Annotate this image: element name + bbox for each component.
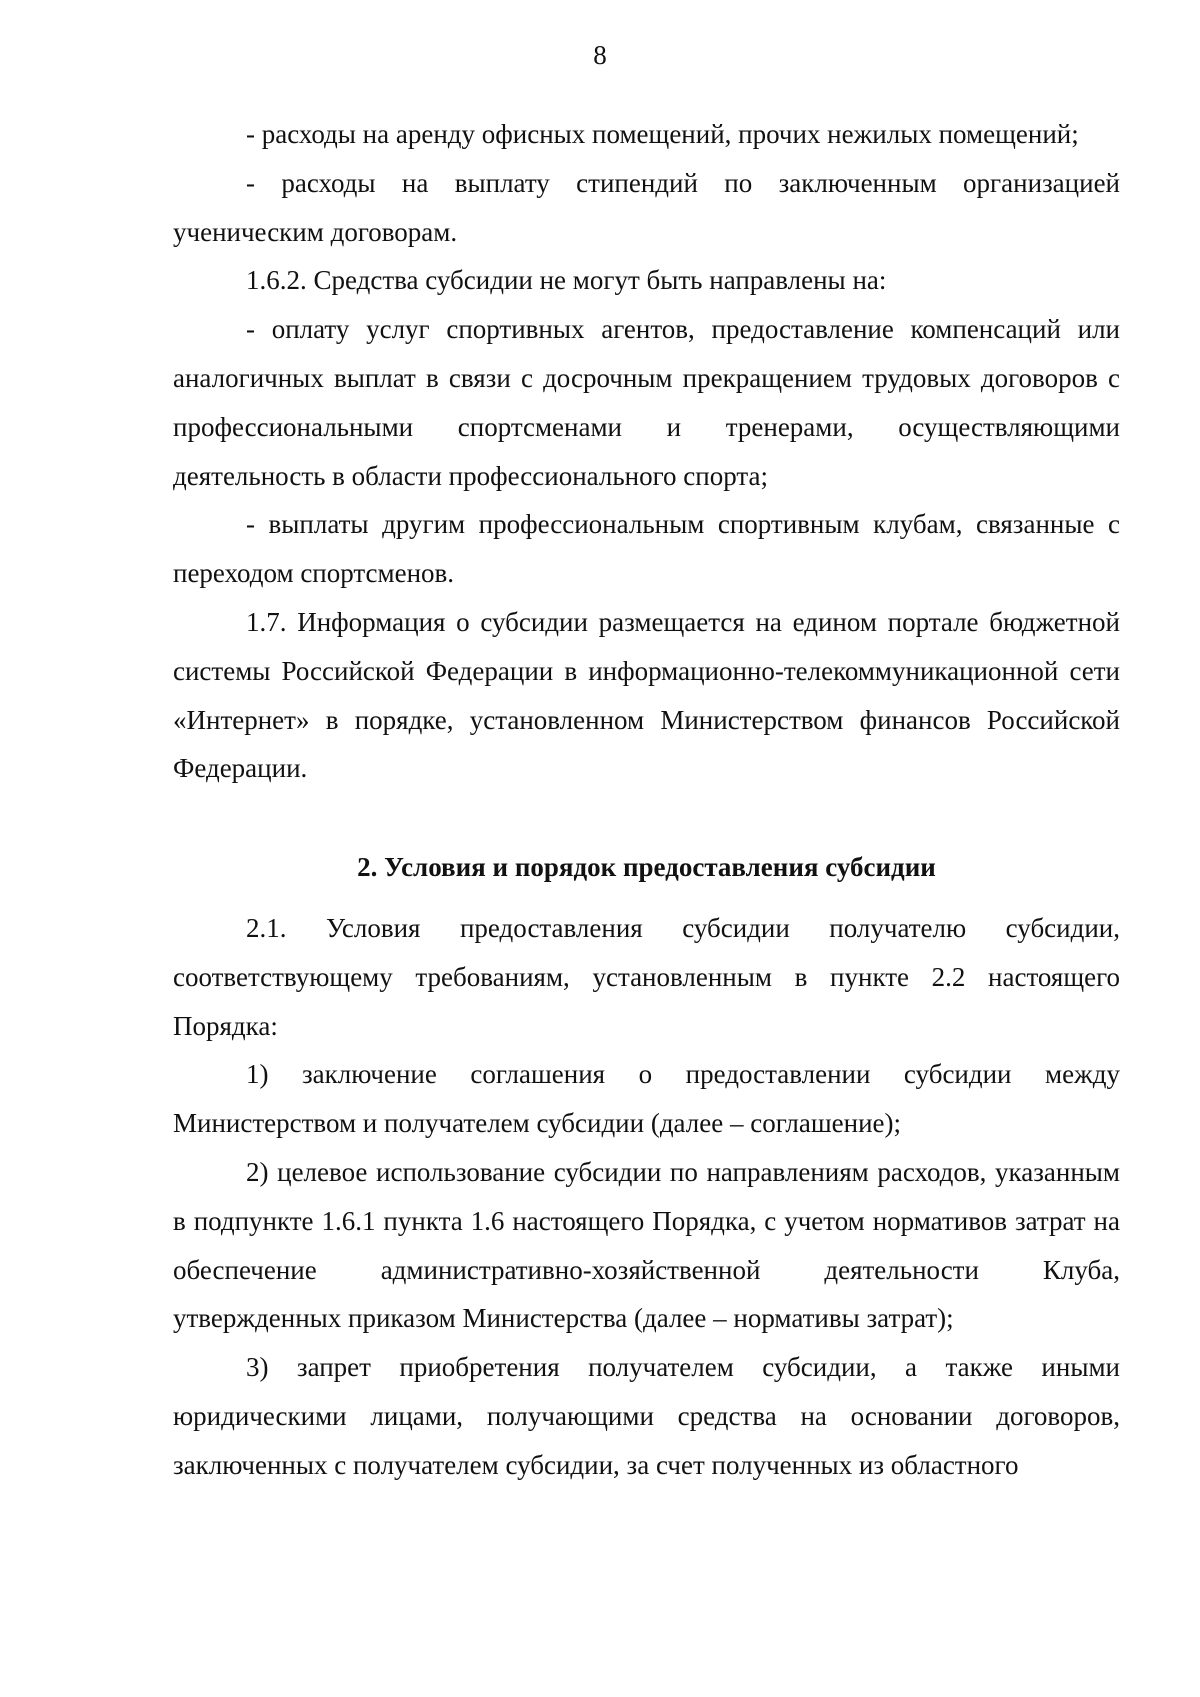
paragraph-condition-2: 2) целевое использование субсидии по направлениям расходов, указанным в подпункте 1.6.1 пункта 1.6 настоящего Порядка, с учетом нормативов затрат на обеспечение административно-хозяйственной деятельности Клуба, утвержденных приказом Министерства (далее – нормативы затрат); [173,1156,1120,1334]
paragraph-1-6-2: 1.6.2. Средства субсидии не могут быть направлены на: [246,265,887,296]
paragraph-condition-3: 3) запрет приобретения получателем субсидии, а также иными юридическими лицами, получающими средства на основании договоров, заключенных с получателем субсидии, за счет полученных из областного [173,1352,1120,1480]
paragraph-office-rent-expenses: - расходы на аренду офисных помещений, прочих нежилых помещений; [246,119,1079,149]
section-2-heading: 2. Условия и порядок предоставления субсидии [357,852,936,883]
paragraph-club-payments: - выплаты другим профессиональным спортивным клубам, связанные с переходом спортсменов. [173,509,1120,589]
paragraph-condition-1: 1) заключение соглашения о предоставлении субсидии между Министерством и получателем субсидии (далее – соглашение); [173,1059,1120,1139]
paragraph-stipend-expenses: - расходы на выплату стипендий по заключенным организацией ученическим договорам. [173,167,1120,247]
page-number: 8 [593,40,607,70]
paragraph-sports-agents: - оплату услуг спортивных агентов, предоставление компенсаций или аналогичных выплат в связи с досрочным прекращением трудовых договоров с профессиональными спортсменами и тренерами, осуществляющими деятельность в области профессионального спорта; [173,314,1120,491]
paragraph-1-7: 1.7. Информация о субсидии размещается на едином портале бюджетной системы Российской Федерации в информационно-телекоммуникационной сети «Интернет» в порядке, установленном Министерством финансов Российской Федерации. [173,606,1120,784]
document-body [173,110,1120,1490]
paragraph-2-1: 2.1. Условия предоставления субсидии получателю субсидии, соответствующему требованиям, установленным в пункте 2.2 настоящего Порядка: [173,912,1120,1041]
